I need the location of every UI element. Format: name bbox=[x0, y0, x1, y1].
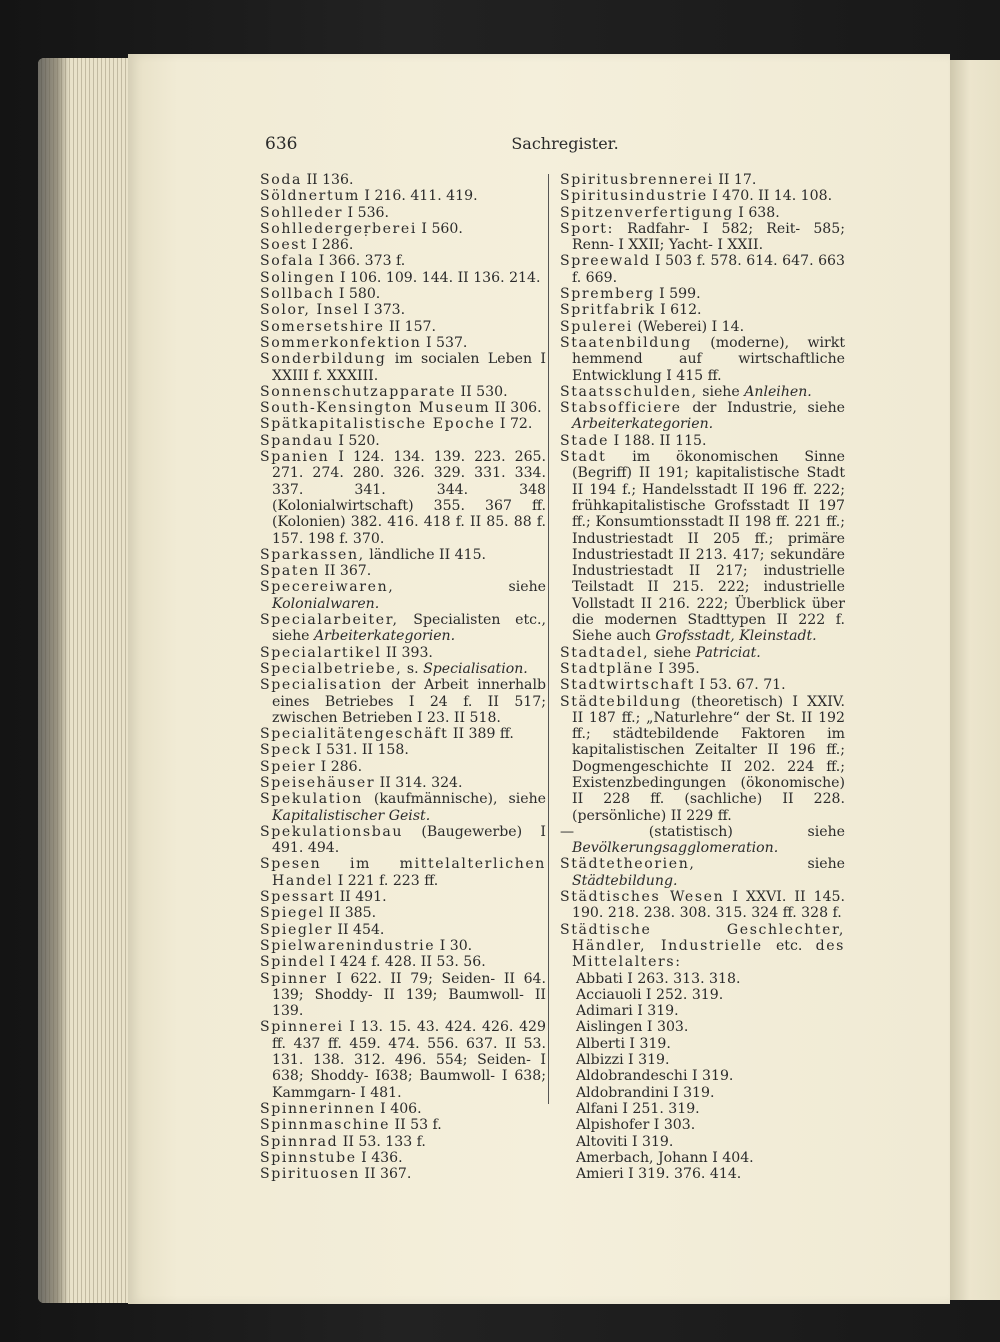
sub-entry-text: Alpishofer I 303. bbox=[576, 1117, 696, 1134]
entry-headword: Spiritusbrennerei bbox=[560, 172, 714, 188]
index-column-right bbox=[560, 172, 845, 1182]
entry-references: I 13. 15. 43. 424. 426. 429 ff. 437 ff. 459. 474. 556. 637. II 53. 131. 138. 312. 496. 554; Seiden- I 638; Shoddy- I638; Baumwoll- I 638; Kammgarn- I 481. bbox=[272, 1019, 546, 1101]
index-entry bbox=[560, 384, 845, 400]
index-entry bbox=[560, 188, 845, 204]
entry-references: I 286. bbox=[316, 758, 363, 775]
entry-references: I 216. 411. 419. bbox=[359, 188, 478, 205]
entry-cross-reference: Kolonialwaren. bbox=[272, 595, 380, 612]
index-entry bbox=[560, 971, 845, 987]
index-entry bbox=[260, 270, 546, 286]
entry-cross-reference: Arbeiterkategorien. bbox=[572, 416, 714, 433]
entry-references: I 395. bbox=[653, 660, 700, 677]
index-entry bbox=[260, 188, 546, 204]
entry-cross-reference: Grofsstadt, Kleinstadt. bbox=[655, 628, 817, 645]
entry-headword: Spindel bbox=[260, 954, 326, 971]
index-entry bbox=[260, 645, 546, 661]
sub-entry-text: Albizzi I 319. bbox=[576, 1052, 670, 1069]
entry-headword: Sofala bbox=[260, 253, 315, 270]
entry-references: I 536. bbox=[343, 204, 389, 221]
column-divider bbox=[548, 174, 549, 1104]
entry-references: I 53. 67. 71. bbox=[694, 677, 786, 694]
index-entry bbox=[260, 938, 546, 954]
entry-references: I 599. bbox=[654, 286, 701, 303]
entry-references: I 30. bbox=[435, 937, 473, 954]
index-entry bbox=[560, 922, 845, 971]
entry-headword: Sollbach bbox=[260, 286, 335, 303]
index-entry bbox=[260, 726, 546, 742]
index-entry bbox=[560, 400, 845, 433]
entry-headword: Spitzenverfertigung bbox=[560, 204, 734, 221]
entry-headword: Sohlledergeṛberei bbox=[260, 220, 417, 237]
entry-headword: Speck bbox=[260, 742, 312, 759]
entry-headword: Spiegel bbox=[260, 905, 325, 922]
index-entry bbox=[260, 1019, 546, 1100]
entry-headword: Söldnertum bbox=[260, 188, 360, 205]
entry-references: Radfahr- I 582; Reit- 585; Renn- I XXII; Yacht- I XXII. bbox=[572, 220, 845, 254]
index-entry bbox=[260, 677, 546, 726]
entry-headword: Städtisches Wesen bbox=[560, 889, 725, 906]
entry-headword: Stadt bbox=[560, 449, 607, 466]
sub-entry-text: Alberti I 319. bbox=[576, 1035, 671, 1052]
entry-references: siehe bbox=[394, 579, 546, 596]
entry-headword: Spätkapitalistische Epoche bbox=[260, 416, 496, 433]
entry-references: II 367. bbox=[359, 1166, 412, 1183]
entry-references: I 124. 134. 139. 223. 265. 271. 274. 280. 326. 329. 331. 334. 337. 341. 344. 348 (Kolonialwirtschaft) 355. 367 ff. (Kolonien) 382. 416. 418 f. II 85. 88 f. 157. 198 f. 370. bbox=[272, 449, 546, 547]
next-page-edge bbox=[950, 60, 1000, 1300]
entry-headword: Staatenbildung bbox=[560, 334, 692, 351]
entry-headword: Spinnerei bbox=[260, 1019, 344, 1036]
entry-references: I 580. bbox=[334, 286, 381, 303]
index-entry bbox=[260, 351, 546, 384]
entry-references: II 491. bbox=[335, 889, 387, 906]
entry-references: siehe bbox=[649, 644, 696, 661]
index-entry bbox=[260, 971, 546, 1020]
entry-headword: Stabsofficiere bbox=[560, 400, 682, 417]
index-entry bbox=[260, 856, 546, 889]
index-entry bbox=[260, 661, 546, 677]
index-entry bbox=[260, 286, 546, 302]
entry-headword: Spinnstube bbox=[260, 1149, 357, 1166]
index-entry bbox=[560, 1134, 845, 1150]
sub-entry-text: Alfani I 251. 319. bbox=[576, 1100, 700, 1117]
page-number: 636 bbox=[265, 134, 298, 154]
entry-references: I 286. bbox=[307, 237, 354, 254]
entry-references: I 106. 109. 144. II 136. 214. bbox=[335, 269, 541, 286]
entry-headword: Stade bbox=[560, 432, 610, 449]
entry-references: s. bbox=[402, 660, 424, 677]
index-entry bbox=[260, 889, 546, 905]
index-entry bbox=[560, 661, 845, 677]
entry-headword: Soda bbox=[260, 172, 302, 188]
entry-references: I 436. bbox=[356, 1149, 403, 1166]
entry-references: Specialisten etc., siehe bbox=[272, 612, 546, 645]
index-entry bbox=[560, 1101, 845, 1117]
entry-cross-reference: Kapitalistischer Geist. bbox=[272, 807, 431, 824]
entry-headword: Stadtpläne bbox=[560, 660, 654, 677]
entry-references: I 638. bbox=[733, 204, 780, 221]
entry-references: (theoretisch) I XXIV. II 187 ff.; „Naturlehre“ der St. II 192 ff.; städtebildende Faktoren im kapitalistischen Zeitalter II 196 ff.; Dogmengeschichte II 202. 224 ff.; Existenzbedingungen (ökonomische) II 228 ff. (sachliche) II 228. (persönliche) II 229 ff. bbox=[572, 693, 845, 824]
entry-references: II 314. 324. bbox=[375, 774, 463, 791]
entry-references: I 531. II 158. bbox=[311, 742, 409, 759]
entry-cross-reference: Arbeiterkategorien. bbox=[313, 628, 456, 645]
entry-references: I 72. bbox=[495, 416, 533, 433]
index-entry bbox=[560, 335, 845, 384]
entry-references: etc. bbox=[762, 937, 816, 954]
index-entry bbox=[560, 221, 845, 254]
entry-headword: Somersetshire bbox=[260, 318, 385, 335]
entry-headword: Speisehäuser bbox=[260, 774, 376, 791]
sub-entry-text: Amerbach, Johann I 404. bbox=[576, 1149, 754, 1166]
index-entry bbox=[560, 1085, 845, 1101]
entry-references: der Industrie, siehe bbox=[681, 400, 845, 417]
entry-cross-reference: Anleihen. bbox=[744, 383, 812, 400]
entry-headword: Sonderbildung bbox=[260, 351, 387, 368]
entry-references: II 53. 133 f. bbox=[338, 1133, 426, 1150]
sub-entry-text: Aldobrandini I 319. bbox=[576, 1084, 715, 1101]
entry-references: (kaufmännische), siehe bbox=[362, 791, 546, 808]
entry-references: II 306. bbox=[490, 400, 542, 417]
index-entry bbox=[560, 1003, 845, 1019]
index-entry bbox=[560, 824, 845, 857]
entry-cross-reference: Patriciat. bbox=[695, 644, 761, 661]
index-entry bbox=[260, 791, 546, 824]
index-column-left bbox=[260, 172, 546, 1182]
entry-headword: Spiegler bbox=[260, 921, 333, 938]
index-entry bbox=[260, 335, 546, 351]
index-entry bbox=[260, 1134, 546, 1150]
sub-entry-text: Altoviti I 319. bbox=[576, 1133, 674, 1150]
index-entry bbox=[560, 286, 845, 302]
entry-headword: Spinnmaschine bbox=[260, 1117, 391, 1134]
index-entry bbox=[260, 759, 546, 775]
index-entry bbox=[260, 563, 546, 579]
entry-headword: Spulerei bbox=[560, 318, 633, 335]
index-entry bbox=[560, 856, 845, 889]
sub-entry-text: Acciauoli I 252. 319. bbox=[576, 986, 724, 1003]
entry-headword: Specialarbeiter, bbox=[260, 612, 399, 629]
entry-references: siehe bbox=[695, 856, 845, 873]
index-entry bbox=[560, 1166, 845, 1182]
entry-headword: Spanien bbox=[260, 449, 330, 466]
entry-headword: Spessart bbox=[260, 889, 336, 906]
entry-headword: Spinnerinnen bbox=[260, 1100, 376, 1117]
entry-references: der Arbeit innerhalb eines Betriebes I 24 f. II 517; zwischen Betrieben I 23. II 518. bbox=[272, 677, 546, 726]
entry-headword: South-Kensington Museum bbox=[260, 400, 491, 417]
index-entry bbox=[560, 319, 845, 335]
entry-headword: Staatsschulden, bbox=[560, 383, 698, 400]
sub-entry-text: Amieri I 319. 376. 414. bbox=[576, 1166, 742, 1183]
entry-headword: Spritfabrik bbox=[560, 302, 656, 319]
entry-headword: Speier bbox=[260, 758, 317, 775]
index-entry bbox=[260, 416, 546, 432]
sub-entry-text: Abbati I 263. 313. 318. bbox=[576, 970, 741, 987]
running-title: Sachregister. bbox=[511, 134, 619, 153]
entry-references: I 366. 373 f. bbox=[314, 253, 406, 270]
index-entry bbox=[260, 221, 546, 237]
entry-headword: Specialartikel bbox=[260, 644, 382, 661]
entry-headword: Spandau bbox=[260, 432, 334, 449]
index-entry bbox=[560, 1036, 845, 1052]
index-entry bbox=[560, 253, 845, 286]
entry-references: II 136. bbox=[301, 172, 354, 188]
entry-references: II 454. bbox=[332, 921, 385, 938]
entry-headword: Specialisation bbox=[260, 677, 383, 694]
index-entry bbox=[560, 433, 845, 449]
entry-references: (Baugewerbe) I 491. 494. bbox=[272, 823, 546, 857]
entry-references: II 157. bbox=[384, 318, 436, 335]
entry-references: I 424 f. 428. II 53. 56. bbox=[325, 954, 486, 971]
entry-headword: Städtetheorien, bbox=[560, 856, 696, 873]
index-entry bbox=[560, 205, 845, 221]
index-entry bbox=[260, 253, 546, 269]
entry-headword: Sommerkonfektion bbox=[260, 334, 422, 351]
index-entry bbox=[560, 1068, 845, 1084]
entry-references: I 373. bbox=[359, 302, 406, 319]
entry-references: I 622. II 79; Seiden- II 64. 139; Shoddy- II 139; Baumwoll- II 139. bbox=[272, 970, 546, 1020]
index-entry bbox=[260, 205, 546, 221]
entry-references: I 537. bbox=[421, 334, 468, 351]
entry-headword: Spirituosen bbox=[260, 1166, 360, 1183]
index-entry bbox=[560, 645, 845, 661]
index-entry bbox=[260, 905, 546, 921]
entry-references: II 385. bbox=[324, 905, 377, 922]
index-entry bbox=[260, 547, 546, 563]
entry-references: ländliche II 415. bbox=[364, 546, 487, 563]
entry-references: — (statistisch) siehe bbox=[560, 823, 845, 840]
index-entry bbox=[260, 1166, 546, 1182]
index-entry bbox=[260, 237, 546, 253]
entry-headword: Spiritusindustrie bbox=[560, 188, 708, 205]
entry-references: I 520. bbox=[333, 432, 380, 449]
entry-references: II 530. bbox=[456, 383, 508, 400]
entry-references: II 17. bbox=[713, 172, 757, 188]
entry-cross-reference: Städtebildung. bbox=[572, 872, 678, 889]
entry-references: (moderne), wirkt hemmend auf wirtschaftliche Entwicklung I 415 ff. bbox=[572, 334, 845, 384]
entry-headword: Spielwarenindustrie bbox=[260, 937, 436, 954]
index-entry bbox=[260, 775, 546, 791]
entry-headword-tail: des Mittelalters: bbox=[572, 937, 845, 971]
entry-headword: Spreewald bbox=[560, 253, 651, 270]
entry-headword: Soest bbox=[260, 237, 308, 254]
entry-references: im socialen Leben I XXIII f. XXXIII. bbox=[272, 351, 546, 384]
index-entry bbox=[260, 579, 546, 612]
index-entry bbox=[260, 922, 546, 938]
entry-headword: Städtische Geschlechter, Händler, Industrielle bbox=[560, 921, 845, 954]
page-header bbox=[265, 134, 855, 156]
entry-headword: Specialitätengeschäft bbox=[260, 726, 449, 743]
entry-headword: Spaten bbox=[260, 563, 320, 580]
entry-headword: Spesen im mittelalterlichen Handel bbox=[260, 856, 546, 889]
entry-headword: Stadtadel, bbox=[560, 644, 650, 661]
entry-references: II 393. bbox=[381, 644, 433, 661]
entry-references: I 470. II 14. 108. bbox=[707, 188, 833, 205]
entry-headword: Solor, Insel bbox=[260, 302, 360, 319]
index-entry bbox=[260, 1117, 546, 1133]
entry-references: II 53 f. bbox=[390, 1117, 442, 1134]
sub-entry-text: Aislingen I 303. bbox=[576, 1019, 689, 1036]
entry-headword: Spinnrad bbox=[260, 1133, 339, 1150]
entry-headword: Spremberg bbox=[560, 286, 655, 303]
index-entry bbox=[260, 302, 546, 318]
index-entry bbox=[560, 889, 845, 922]
entry-references: I 406. bbox=[375, 1100, 422, 1117]
entry-headword: Sparkassen, bbox=[260, 546, 365, 563]
index-entry bbox=[560, 694, 845, 824]
index-entry bbox=[260, 1150, 546, 1166]
index-entry bbox=[260, 319, 546, 335]
sub-entry-text: Adimari I 319. bbox=[576, 1003, 679, 1020]
entry-headword: Stadtwirtschaft bbox=[560, 677, 695, 694]
entry-references: I 612. bbox=[655, 302, 702, 319]
index-entry bbox=[260, 433, 546, 449]
index-entry bbox=[260, 742, 546, 758]
index-entry bbox=[560, 172, 845, 188]
index-entry bbox=[260, 449, 546, 547]
index-entry bbox=[260, 384, 546, 400]
entry-references: I 560. bbox=[416, 220, 463, 237]
entry-headword: Sport: bbox=[560, 220, 614, 237]
index-entry bbox=[260, 612, 546, 645]
entry-references: (Weberei) I 14. bbox=[633, 318, 745, 335]
entry-references: im ökonomischen Sinne (Begriff) II 191; kapitalistische Stadt II 194 f.; Handelsstadt II 196 ff. 222; frühkapitalistische Grofsstadt II 197 ff.; Konsumtionsstadt II 198 ff. 221 ff.; Industriestadt II 205 ff.; primäre Industriestadt II 213. 417; sekundäre Industriestadt II 217; industrielle Teilstadt II 215. 222; industrielle Vollstadt II 216. 222; Überblick über die modernen Stadttypen II 222 f. Siehe auch bbox=[572, 449, 845, 645]
entry-headword: Spekulationsbau bbox=[260, 823, 404, 840]
index-entry bbox=[560, 449, 845, 645]
index-entry bbox=[560, 1150, 845, 1166]
index-entry bbox=[260, 824, 546, 857]
entry-references: II 389 ff. bbox=[448, 726, 514, 743]
entry-headword: Specialbetriebe, bbox=[260, 660, 403, 677]
entry-headword: Sonnenschutzapparate bbox=[260, 383, 457, 400]
index-entry bbox=[560, 677, 845, 693]
index-entry bbox=[560, 987, 845, 1003]
entry-headword: Solingen bbox=[260, 269, 336, 286]
entry-references: I 188. II 115. bbox=[609, 432, 707, 449]
entry-headword: Specereiwaren, bbox=[260, 579, 395, 596]
index-entry bbox=[560, 1117, 845, 1133]
entry-cross-reference: Specialisation. bbox=[423, 660, 528, 677]
entry-references: siehe bbox=[697, 383, 745, 400]
entry-headword: Sohlleder bbox=[260, 204, 344, 221]
entry-cross-reference: Bevölkerungsagglomeration. bbox=[572, 840, 779, 857]
index-entry bbox=[560, 1019, 845, 1035]
index-entry bbox=[560, 1052, 845, 1068]
index-entry bbox=[260, 172, 546, 188]
index-entry bbox=[260, 954, 546, 970]
index-entry bbox=[260, 400, 546, 416]
entry-headword: Städtebildung bbox=[560, 693, 682, 710]
entry-headword: Spinner bbox=[260, 970, 328, 987]
entry-references: I 221 f. 223 ff. bbox=[333, 872, 439, 889]
page-edges-shadow bbox=[38, 58, 70, 1303]
entry-headword: Spekulation bbox=[260, 791, 363, 808]
sub-entry-text: Aldobrandeschi I 319. bbox=[576, 1068, 734, 1085]
entry-references: II 367. bbox=[319, 563, 372, 580]
entry-references: I 503 f. 578. 614. 647. 663 f. 669. bbox=[572, 253, 845, 286]
index-entry bbox=[260, 1101, 546, 1117]
entry-references: I XXVI. II 145. 190. 218. 238. 308. 315. 324 ff. 328 f. bbox=[572, 889, 846, 922]
index-entry bbox=[560, 302, 845, 318]
